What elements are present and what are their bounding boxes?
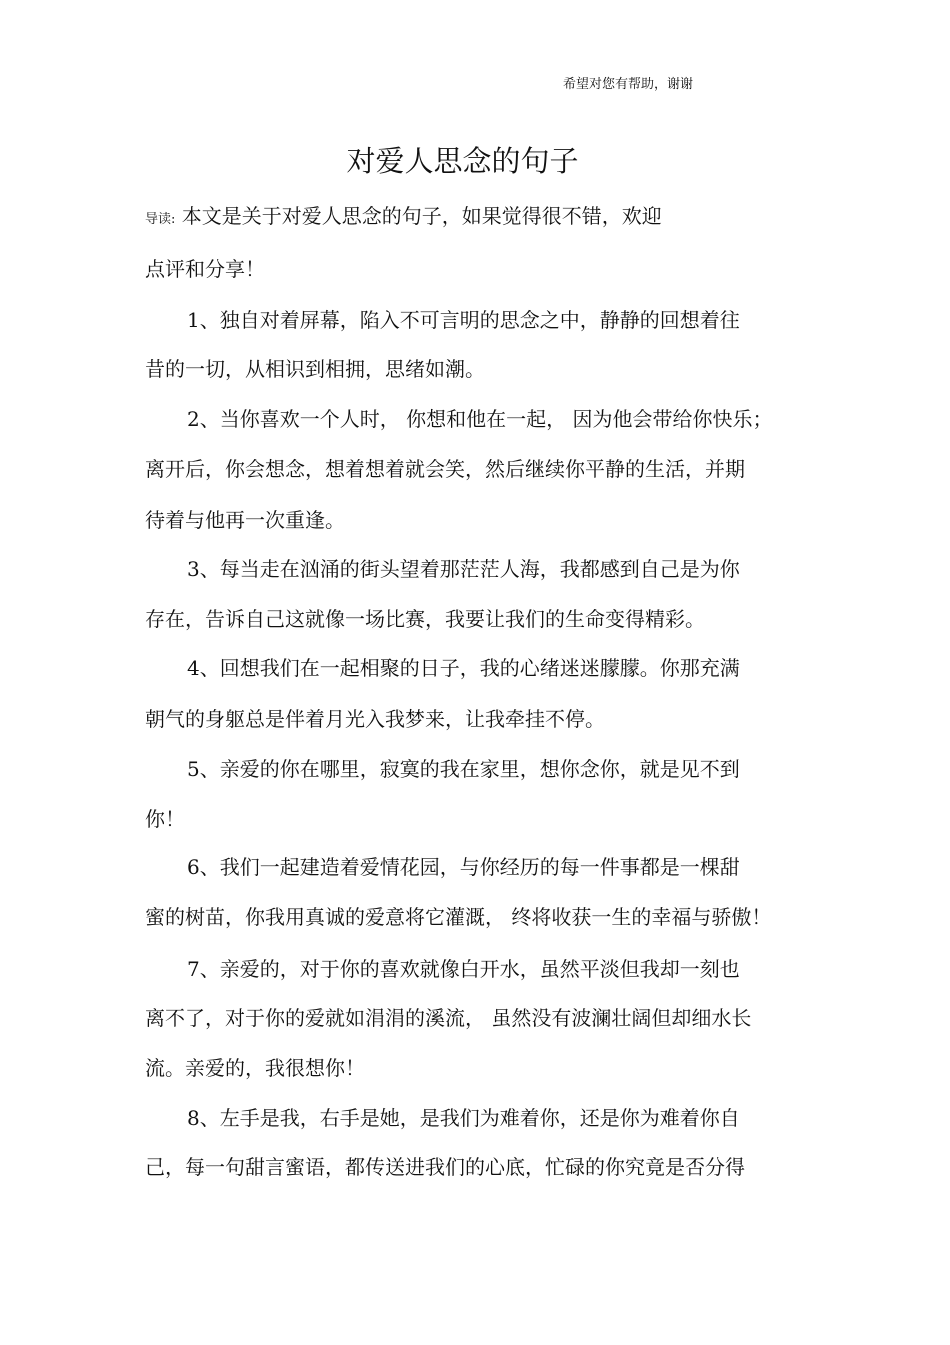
intro-line-1 (145, 202, 662, 234)
item-8-line-2: 己，每一句甜言蜜语，都传送进我们的心底，忙碌的你究竟是否分得 (145, 1155, 745, 1179)
item-2-line-1: 2、当你喜欢一个人时， 你想和他在一起， 因为他会带给你快乐； (187, 407, 773, 431)
item-4-line-2: 朝气的身躯总是伴着月光入我梦来，让我牵挂不停。 (145, 707, 605, 731)
item-5-line-2: 你！ (145, 807, 185, 831)
item-3-line-2: 存在，告诉自己这就像一场比赛，我要让我们的生命变得精彩。 (145, 607, 705, 631)
item-1-line-1: 1、独自对着屏幕，陷入不可言明的思念之中，静静的回想着往 (187, 308, 740, 332)
item-2-line-3: 待着与他再一次重逢。 (145, 508, 345, 532)
item-8-line-1: 8、左手是我，右手是她，是我们为难着你，还是你为难着你自 (187, 1106, 740, 1130)
item-7-line-1: 7、亲爱的，对于你的喜欢就像白开水，虽然平淡但我却一刻也 (187, 957, 740, 981)
item-7-line-3: 流。亲爱的，我很想你！ (145, 1056, 365, 1080)
intro-text-1: 本文是关于对爱人思念的句子，如果觉得很不错，欢迎 (181, 204, 662, 228)
header-note: 希望对您有帮助，谢谢 (563, 77, 694, 92)
intro-line-2: 点评和分享！ (145, 257, 265, 281)
item-1-line-2: 昔的一切，从相识到相拥，思绪如潮。 (145, 357, 485, 381)
item-3-line-1: 3、每当走在汹涌的街头望着那茫茫人海，我都感到自己是为你 (187, 557, 740, 581)
item-7-line-2: 离不了，对于你的爱就如涓涓的溪流， 虽然没有波澜壮阔但却细水长 (145, 1006, 752, 1030)
item-6-line-2: 蜜的树苗，你我用真诚的爱意将它灌溉， 终将收获一生的幸福与骄傲！ (145, 905, 772, 929)
item-2-line-2: 离开后，你会想念，想着想着就会笑，然后继续你平静的生活，并期 (145, 457, 745, 481)
item-5-line-1: 5、亲爱的你在哪里，寂寞的我在家里，想你念你，就是见不到 (187, 757, 740, 781)
page-title: 对爱人思念的句子 (346, 144, 579, 178)
item-4-line-1: 4、回想我们在一起相聚的日子，我的心绪迷迷朦朦。你那充满 (187, 656, 740, 680)
intro-label: 导读: (145, 212, 176, 227)
item-6-line-1: 6、我们一起建造着爱情花园，与你经历的每一件事都是一棵甜 (187, 855, 740, 879)
